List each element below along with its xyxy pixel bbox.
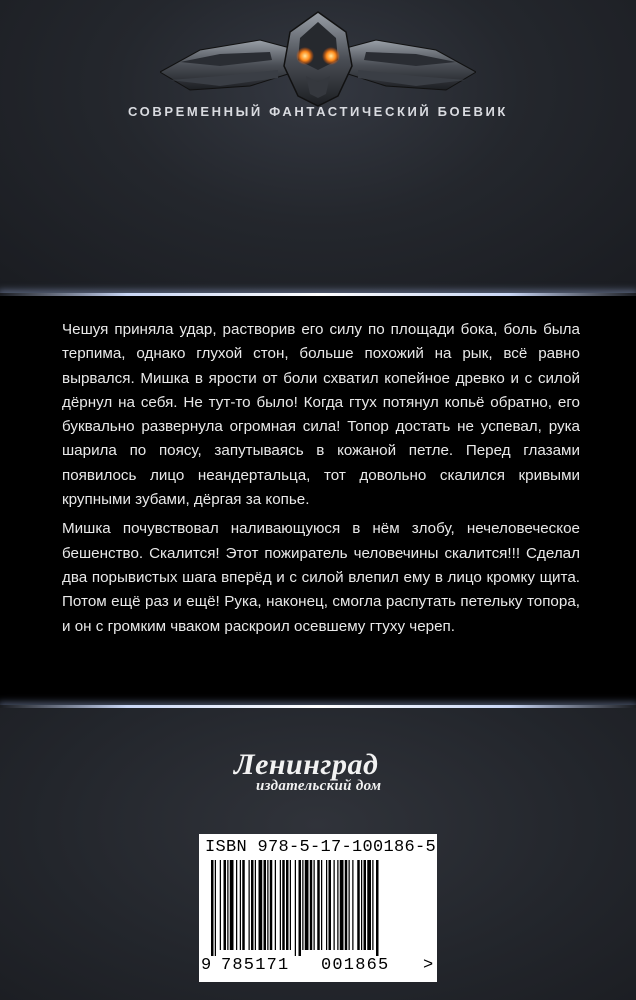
- barcode-bar: [357, 860, 360, 950]
- barcode-bar: [310, 860, 313, 950]
- ean-arrow: >: [423, 956, 434, 975]
- barcode-bar: [305, 860, 309, 950]
- barcode-bar: [259, 860, 263, 950]
- barcode-bar: [349, 860, 350, 950]
- barcode-bar: [211, 860, 214, 956]
- barcode-bar: [286, 860, 289, 950]
- barcode-bar: [251, 860, 254, 950]
- barcode-bar: [242, 860, 245, 950]
- barcode-bar: [290, 860, 291, 950]
- barcode-bar: [345, 860, 348, 950]
- barcode-bar: [326, 860, 327, 950]
- barcode-bar: [280, 860, 281, 950]
- isbn-number: ISBN 978-5-17-100186-5: [205, 838, 437, 857]
- barcode-bar: [364, 860, 367, 950]
- ean-left-group: 785171: [221, 956, 290, 975]
- barcode-bar: [314, 860, 315, 950]
- robot-mask-emblem-icon: [160, 10, 476, 110]
- barcode-bar: [321, 860, 322, 950]
- barcode-bar: [240, 860, 241, 950]
- publisher-logo: [230, 748, 406, 798]
- blurb-paragraph-2: Мишка почувствовал наливающуюся в нём злобу, нечеловеческое бешенство. Скалится! Этот пожиратель человечины скалится!!! Сделал два порывистых шага вперёд и с силой влепил ему в лицо кромку щита. Потом ещё раз и ещё! Рука, наконец, смогла распутать петельку топора, и он с громким чваком раскроил осевшему гтуху череп.: [62, 520, 580, 635]
- barcode-icon: [209, 860, 427, 956]
- barcode-bar: [299, 860, 302, 956]
- barcode-bar: [352, 860, 353, 950]
- barcode-bar: [337, 860, 338, 950]
- ean-first-digit: 9: [201, 956, 212, 975]
- series-title: СОВРЕМЕННЫЙ ФАНТАСТИЧЕСКИЙ БОЕВИК: [128, 104, 508, 119]
- top-panel: [0, 0, 636, 293]
- barcode-bar: [236, 860, 237, 950]
- blurb-paragraph-1: Чешуя приняла удар, растворив его силу по площади бока, боль была терпима, однако глухой стон, больше похожий на рык, всё равно вырвался. Мишка в ярости от боли схватил копейное древко и с силой дёрнул на себя. Не тут-то было! Когда гтух потянул копьё обратно, его буквально развернула огромная сила! Топор достать не успевал, рука шарила по поясу, запутываясь в кожаной петле. Перед глазами появилось лицо неандертальца, тот довольно скалился кривыми крупными зубами, дёргая за копье.: [62, 321, 580, 509]
- publisher-name: Ленинград: [234, 748, 379, 781]
- barcode-box: [199, 834, 437, 982]
- barcode-bar: [227, 860, 228, 950]
- blurb-text: [62, 318, 580, 639]
- barcode-bar: [220, 860, 221, 950]
- barcode-bar: [376, 860, 379, 956]
- barcode-bar: [215, 860, 216, 956]
- barcode-bar: [302, 860, 303, 950]
- barcode-bar: [334, 860, 335, 950]
- ean-right-group: 001865: [321, 956, 390, 975]
- barcode-bar: [267, 860, 268, 950]
- barcode-bar: [255, 860, 256, 950]
- barcode-bar: [264, 860, 267, 950]
- barcode-bar: [372, 860, 373, 950]
- publisher-subtitle: издательский дом: [256, 778, 382, 794]
- barcode-bar: [230, 860, 234, 950]
- barcode-bar: [224, 860, 227, 950]
- barcode-bar: [317, 860, 320, 950]
- barcode-bar: [282, 860, 285, 950]
- barcode-bar: [270, 860, 273, 950]
- barcode-bar: [329, 860, 332, 950]
- barcode-bar: [361, 860, 362, 950]
- barcode-bar: [340, 860, 344, 950]
- barcode-bar: [295, 860, 296, 956]
- barcode-bar: [275, 860, 276, 950]
- barcode-bar: [249, 860, 250, 950]
- barcode-bar: [367, 860, 371, 950]
